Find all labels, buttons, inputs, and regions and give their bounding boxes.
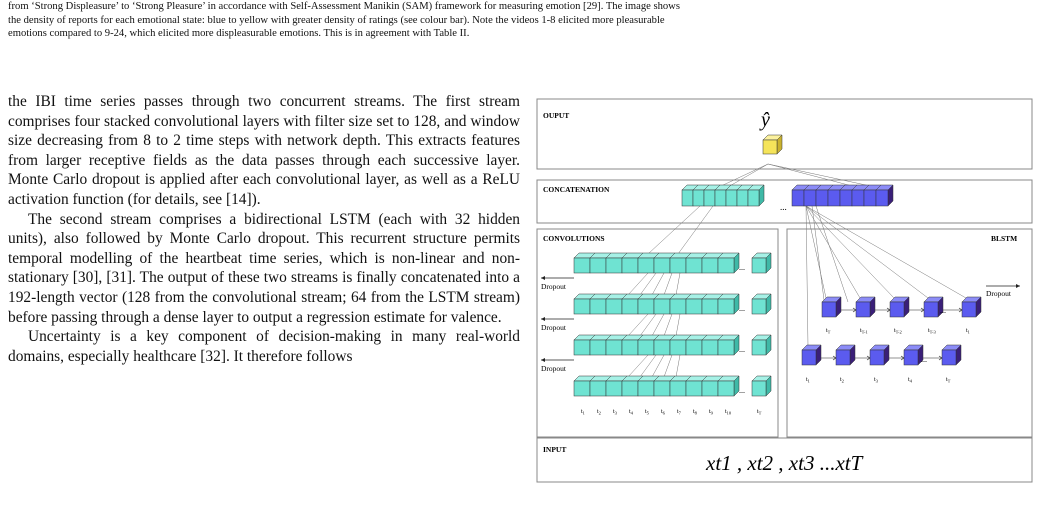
paragraph-uncertainty: Uncertainty is a key component of decision-making in many real-world domains, especially healthcare [32]. It therefore follows (8, 328, 520, 365)
conv-dropout-1 (541, 276, 574, 291)
conv-last-unit (752, 294, 771, 314)
blstm-backward-unit (856, 297, 875, 317)
conv-tick: $t_9$ (709, 409, 713, 416)
concatenation-label: CONCATENATION (543, 185, 610, 194)
figure-caption (8, 0, 1032, 41)
conv-tick: $t_3$ (613, 409, 617, 416)
blstm-bottom-tick: $t_T$ (946, 377, 951, 384)
conv-last-unit (752, 253, 771, 273)
conv-tick: $t_5$ (645, 409, 649, 416)
output-y-hat: ŷ (761, 109, 770, 131)
output-panel (537, 99, 1032, 169)
conv-ellipsis: ... (739, 345, 745, 354)
concat-conv-unit (748, 185, 764, 206)
conv-tick: $t_1$ (581, 409, 585, 416)
body-text-column (8, 92, 520, 366)
blstm-top-tick: $t_{T-1}$ (860, 328, 868, 335)
caption-line-1: from ‘Strong Displeasure’ to ‘Strong Pleasure’ in accordance with Self-Assessment Manikin (SAM) framework for measuring emotion [29]. The image shows (8, 1, 680, 12)
blstm-bottom-tick: $t_4$ (908, 377, 912, 384)
blstm-top-tick: $t_1$ (966, 328, 970, 335)
blstm-forward-unit (802, 345, 821, 365)
conv-tick: $t_6$ (661, 409, 665, 416)
conv-tick: $t_{10}$ (725, 409, 732, 416)
paragraph-streams: the IBI time series passes through two concurrent streams. The first stream comprises four stacked convolutional layers with filter size set to 128, and window size decreasing from 8 to 2 time steps with network depth. This extracts features from larger receptive fields as the data passes through each successive layer. Monte Carlo dropout is applied after each convolutional layer, as well as a ReLU activation function (for details, see [14]). (8, 93, 520, 208)
conv-last-unit (752, 376, 771, 396)
conv-unit (718, 253, 739, 273)
blstm-backward-unit (890, 297, 909, 317)
output-label: OUPUT (543, 111, 570, 120)
dropout-label: Dropout (986, 289, 1011, 298)
conv-last-unit (752, 335, 771, 355)
conv-tick: $t_7$ (677, 409, 681, 416)
conv-unit (718, 376, 739, 396)
dropout-label: Dropout (541, 364, 566, 373)
conv-ellipsis: ... (739, 263, 745, 272)
conv-ellipsis: ... (739, 386, 745, 395)
conv-tick: $t_4$ (629, 409, 633, 416)
blstm-panel (787, 229, 1032, 437)
blstm-dropout (986, 284, 1020, 298)
output-unit (763, 135, 782, 154)
blstm-forward-unit (870, 345, 889, 365)
dropout-label: Dropout (541, 282, 566, 291)
caption-line-3: emotions compared to 9-24, which elicited more displeasurable emotions. This is in agreement with Table II. (8, 28, 470, 40)
conv-dropout-2 (541, 317, 574, 332)
conv-unit (718, 294, 739, 314)
blstm-forward-unit (836, 345, 855, 365)
conv-tick: $t_8$ (693, 409, 697, 416)
blstm-forward-unit (942, 345, 961, 365)
paragraph-lstm: The second stream comprises a bidirectional LSTM (each with 32 hidden units), also followed by Monte Carlo dropout. This recurrent structure permits temporal modelling of the heartbeat time series, which is non-linear and non-stationary [30], [31]. The output of these two streams is finally concatenated into a 192-length vector (128 from the convolutional stream; 64 from the LSTM stream) before passing through a dense layer to output a regression estimate for valence. (8, 210, 520, 326)
blstm-backward-unit (822, 297, 841, 317)
conv-unit (718, 335, 739, 355)
blstm-ellipsis: ... (940, 306, 946, 315)
conv-ellipsis: ... (739, 304, 745, 313)
blstm-top-tick: $t_{T-3}$ (928, 328, 936, 335)
blstm-ellipsis: ... (921, 355, 927, 364)
blstm-bottom-tick: $t_2$ (840, 377, 844, 384)
concat-ellipsis: ... (780, 202, 787, 212)
concat-blstm-unit (876, 185, 893, 206)
conv-last-tick: $t_T$ (757, 409, 762, 416)
blstm-top-tick: $t_{T-2}$ (894, 328, 902, 335)
input-sequence: xt1 , xt2 , xt3 ...xtT (706, 451, 863, 475)
blstm-bottom-tick: $t_3$ (874, 377, 878, 384)
blstm-top-tick: $t_T$ (826, 328, 831, 335)
convolutions-label: CONVOLUTIONS (543, 234, 605, 243)
blstm-bottom-tick: $t_1$ (806, 377, 810, 384)
architecture-figure (528, 94, 1040, 494)
conv-tick: $t_2$ (597, 409, 601, 416)
input-label: INPUT (543, 445, 567, 454)
blstm-label: BLSTM (991, 234, 1018, 243)
caption-line-2: the density of reports for each emotional state: blue to yellow with greater density of ratings (see colour bar). Note the videos 1-8 elicited more pleasurable (8, 14, 665, 26)
blstm-backward-unit (962, 297, 981, 317)
conv-dropout-3 (541, 358, 574, 373)
dropout-label: Dropout (541, 323, 566, 332)
